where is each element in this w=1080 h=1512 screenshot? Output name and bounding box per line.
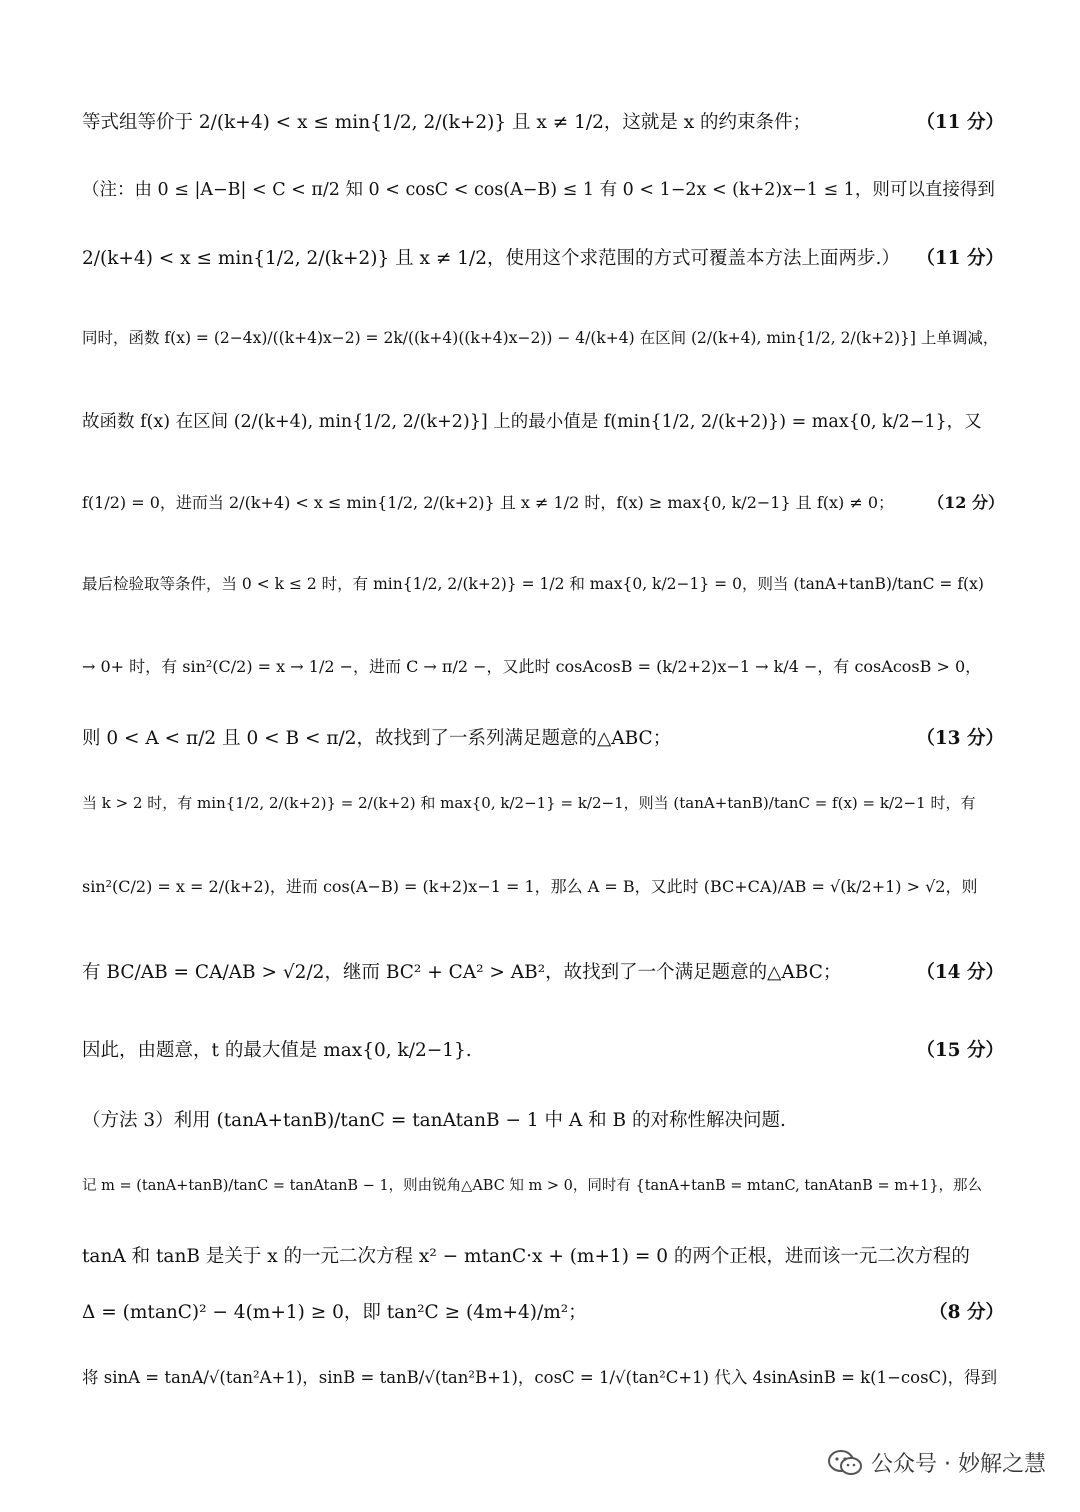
line-text: （注：由 0 ≤ |A−B| < C < π/2 知 0 < cosC < cos(A−B) ≤ 1 有 0 < 1−2x < (k+2)x−1 ≤ 1，则可以直接得到 xyxy=(82,180,995,200)
text-line xyxy=(82,958,1004,984)
line-text: f(1/2) = 0，进而当 2/(k+4) < x ≤ min{1/2, 2/(k+2)} 且 x ≠ 1/2 时，f(x) ≥ max{0, k/2−1} 且 f(x) ≠ 0； xyxy=(82,493,895,512)
text-line xyxy=(82,408,1004,433)
score-label: （11 分） xyxy=(916,248,1004,269)
text-line xyxy=(82,1106,1004,1132)
score-label: （11 分） xyxy=(916,112,1004,133)
score-label: （8 分） xyxy=(929,1302,1004,1323)
line-text: 同时，函数 f(x) = (2−4x)/((k+4)x−2) = 2k/((k+4)((k+4)x−2)) − 4/(k+4) 在区间 (2/(k+4), min{1/2, 2/(k+2)}] 上单调减， xyxy=(82,329,999,347)
line-text: 将 sinA = tanA/√(tan²A+1)，sinB = tanB/√(tan²B+1)，cosC = 1/√(tan²C+1) 代入 4sinAsinB = k(1−cosC)，得到 xyxy=(82,1368,998,1387)
line-text: 有 BC/AB = CA/AB > √2/2，继而 BC² + CA² > AB²，故找到了一个满足题意的△ABC； xyxy=(82,962,842,983)
line-text: sin²(C/2) = x = 2/(k+2)，进而 cos(A−B) = (k+2)x−1 = 1，那么 A = B，又此时 (BC+CA)/AB = √(k/2+1) > √2，则 xyxy=(82,877,978,896)
score-label: （15 分） xyxy=(916,1040,1004,1061)
text-line xyxy=(82,1298,1004,1324)
watermark-label: 公众号 · 妙解之慧 xyxy=(871,1452,1046,1477)
text-line xyxy=(82,490,1004,513)
watermark xyxy=(827,1447,1046,1478)
line-text: Δ = (mtanC)² − 4(m+1) ≥ 0，即 tan²C ≥ (4m+4)/m²； xyxy=(82,1302,587,1323)
text-line xyxy=(82,1242,1004,1268)
line-text: 2/(k+4) < x ≤ min{1/2, 2/(k+2)} 且 x ≠ 1/2，使用这个求范围的方式可覆盖本方法上面两步.） xyxy=(82,248,900,269)
score-label: （12 分） xyxy=(928,493,1004,512)
text-line xyxy=(82,874,1004,897)
line-text: 故函数 f(x) 在区间 (2/(k+4), min{1/2, 2/(k+2)}] 上的最小值是 f(min{1/2, 2/(k+2)}) = max{0, k/2−1}，又 xyxy=(82,412,982,432)
text-line xyxy=(82,792,1004,813)
line-text: tanA 和 tanB 是关于 x 的一元二次方程 x² − mtanC·x + (m+1) = 0 的两个正根，进而该一元二次方程的 xyxy=(82,1246,970,1267)
text-line xyxy=(82,1364,1004,1388)
wechat-icon xyxy=(827,1449,863,1477)
line-text: （方法 3）利用 (tanA+tanB)/tanC = tanAtanB − 1 中 A 和 B 的对称性解决问题. xyxy=(82,1110,786,1131)
text-line xyxy=(82,1036,1004,1062)
text-line xyxy=(82,244,1004,270)
line-text: 当 k > 2 时，有 min{1/2, 2/(k+2)} = 2/(k+2) 和 max{0, k/2−1} = k/2−1，则当 (tanA+tanB)/tanC = f(x) = k/2−1 时，有 xyxy=(82,794,976,812)
text-line xyxy=(82,572,1004,594)
text-line xyxy=(82,1174,1004,1195)
line-text: → 0+ 时，有 sin²(C/2) = x → 1/2 −，进而 C → π/2 −，又此时 cosAcosB = (k/2+2)x−1 → k/4 −，有 cosAcosB > 0， xyxy=(82,657,982,676)
line-text: 因此，由题意，t 的最大值是 max{0, k/2−1}. xyxy=(82,1040,472,1061)
text-line xyxy=(82,654,1004,677)
text-line xyxy=(82,176,1004,201)
score-label: （13 分） xyxy=(916,728,1004,749)
line-text: 记 m = (tanA+tanB)/tanC = tanAtanB − 1，则由锐角△ABC 知 m > 0，同时有 {tanA+tanB = mtanC, tanAtanB = m+1}，那么 xyxy=(82,1178,983,1194)
line-text: 则 0 < A < π/2 且 0 < B < π/2，故找到了一系列满足题意的△ABC； xyxy=(82,728,672,749)
line-text: 等式组等价于 2/(k+4) < x ≤ min{1/2, 2/(k+2)} 且 x ≠ 1/2，这就是 x 的约束条件； xyxy=(82,112,812,133)
text-line xyxy=(82,326,1004,348)
text-line xyxy=(82,108,1004,134)
score-label: （14 分） xyxy=(916,962,1004,983)
line-text: 最后检验取等条件，当 0 < k ≤ 2 时，有 min{1/2, 2/(k+2)} = 1/2 和 max{0, k/2−1} = 0，则当 (tanA+tanB)/tanC = f(x) xyxy=(82,575,984,593)
text-line xyxy=(82,724,1004,750)
